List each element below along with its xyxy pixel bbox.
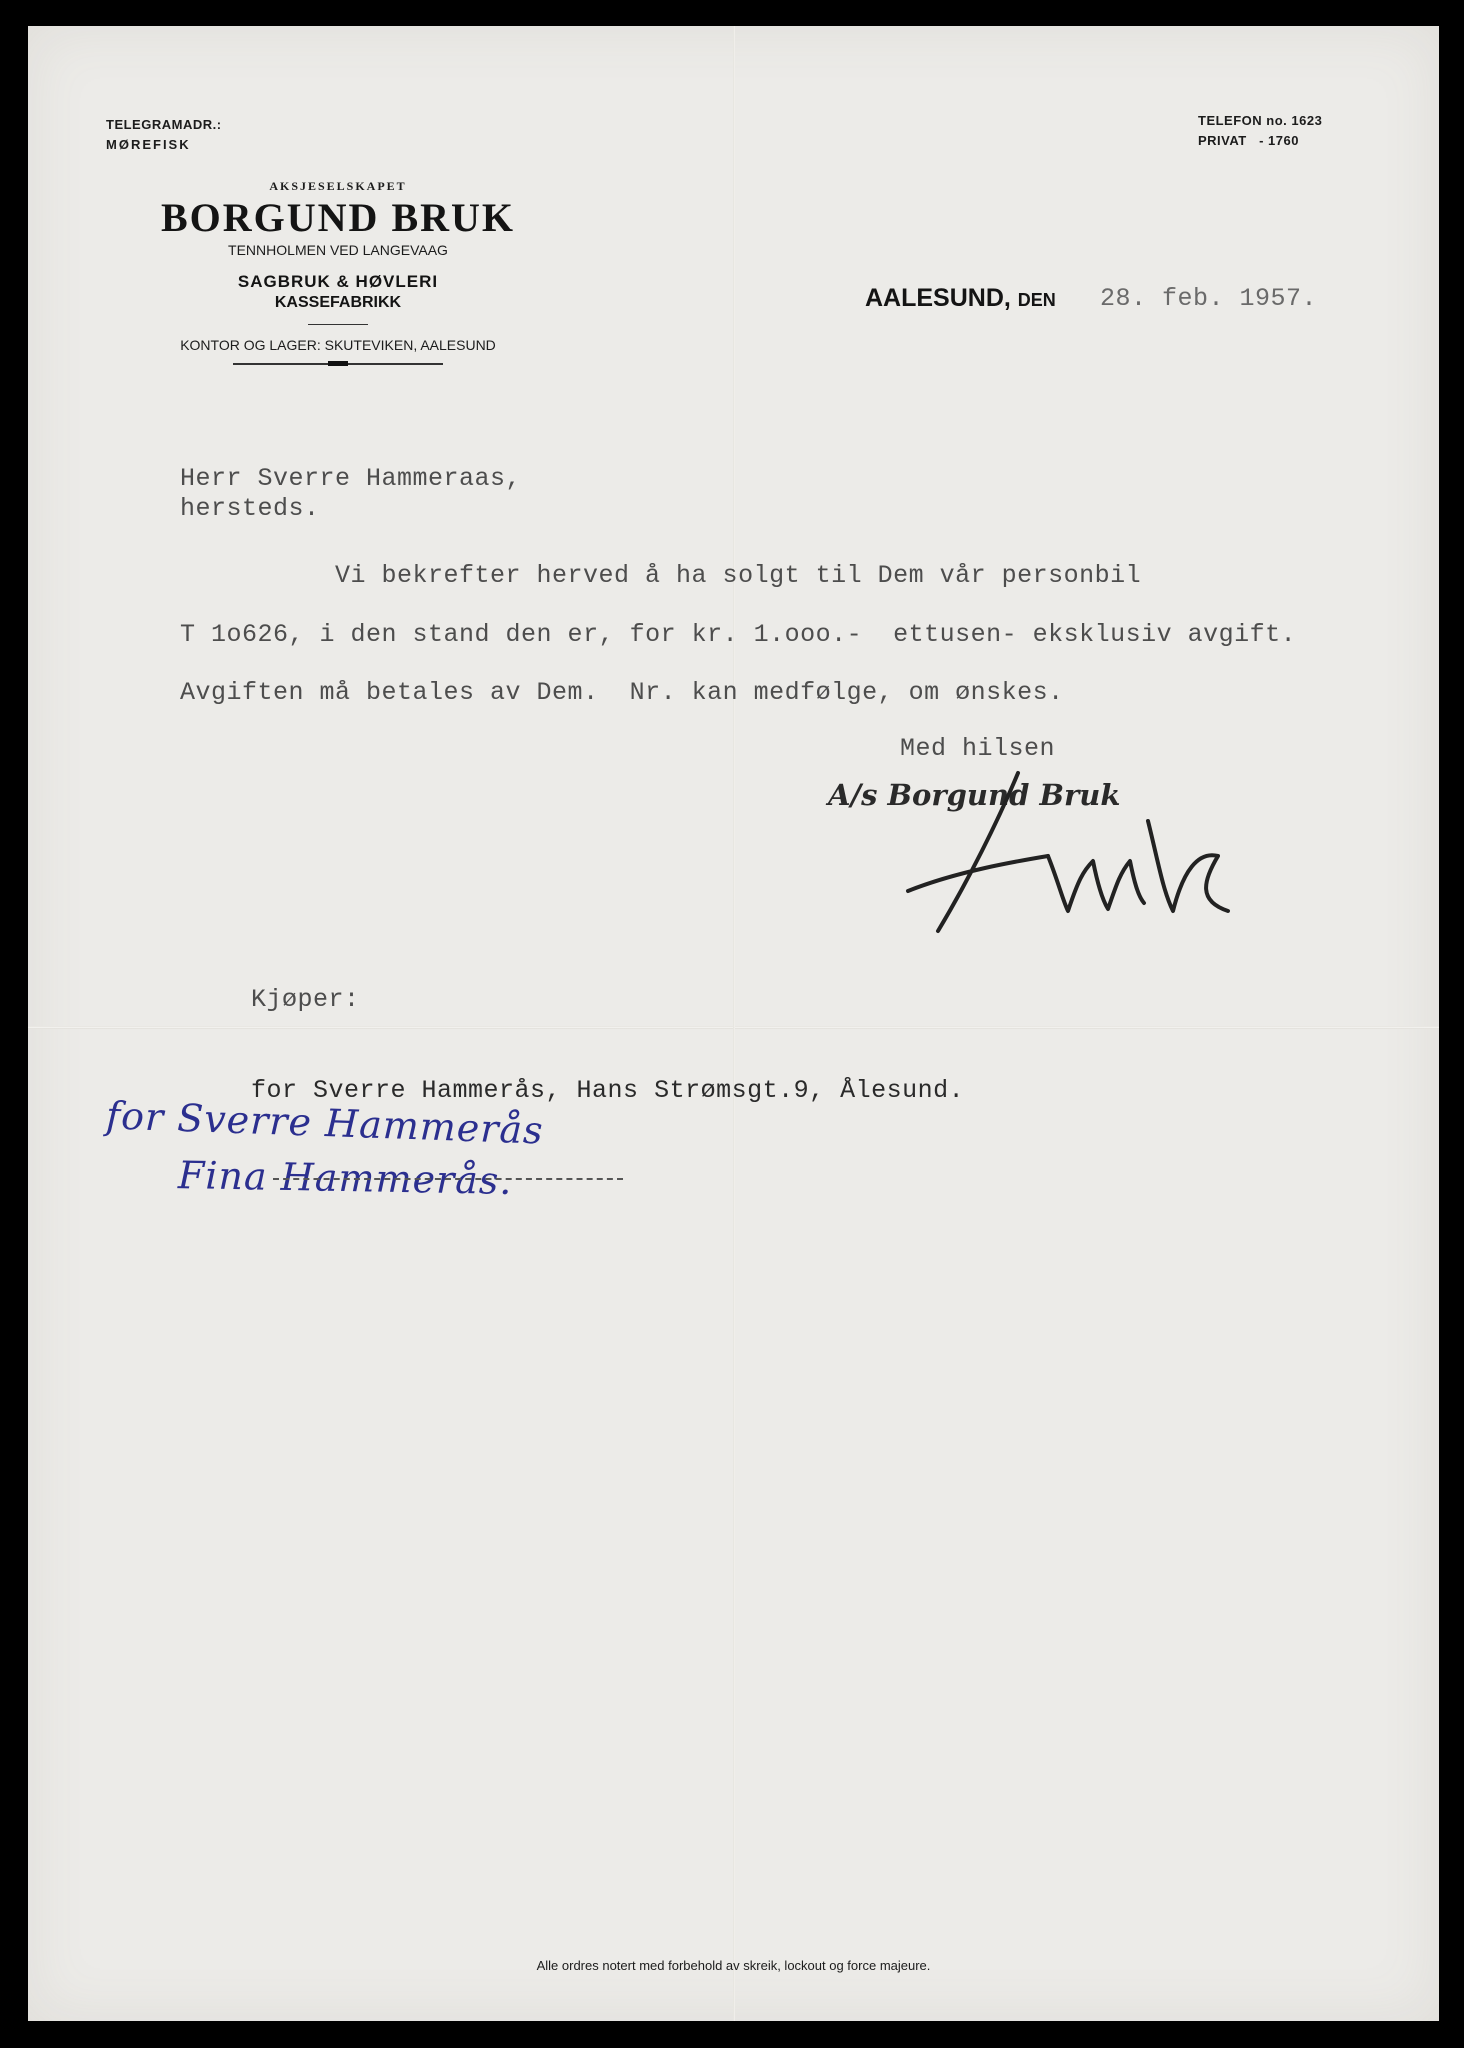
letter-paper — [28, 26, 1439, 2021]
company-stamp: A/s Borgund Bruk — [828, 778, 1121, 812]
body-line-1: Vi bekrefter herved å ha solgt til Dem vår personbil — [335, 561, 1142, 590]
telegram-label: TELEGRAMADR.: — [106, 117, 222, 132]
business-line-1: SAGBRUK & HØVLERI — [237, 272, 439, 291]
buyer-line: for Sverre Hammerås, Hans Strømsgt.9, Ålesund. — [251, 1076, 965, 1105]
office-line: KONTOR OG LAGER: SKUTEVIKEN, AALESUND — [180, 337, 496, 353]
phone-line: TELEFON no. 1623 — [1198, 113, 1323, 128]
buyer-label: Kjøper: — [251, 985, 360, 1014]
header-rule — [233, 363, 443, 365]
footer-disclaimer: Alle ordres notert med forbehold av skreik, lockout og force majeure. — [536, 1958, 931, 1973]
date-place-name: AALESUND, — [865, 284, 1011, 312]
signature-dotted-line — [273, 1178, 623, 1180]
date-den: DEN — [1017, 290, 1056, 310]
closing-greeting: Med hilsen — [900, 734, 1056, 763]
date-place — [865, 284, 1056, 313]
body-line-3: Avgiften må betales av Dem. Nr. kan medfølge, om ønskes. — [180, 678, 1064, 707]
header-divider — [308, 324, 368, 325]
company-prefix: AKSJESELSKAPET — [269, 179, 407, 193]
letter-date: 28. feb. 1957. — [1100, 284, 1318, 313]
business-line-2: KASSEFABRIKK — [274, 294, 402, 311]
company-block — [128, 179, 548, 365]
recipient-place: hersteds. — [180, 494, 320, 523]
recipient-name: Herr Sverre Hammeraas, — [180, 464, 522, 493]
paper-fold-vertical — [733, 26, 735, 2021]
body-line-2: T 1o626, i den stand den er, for kr. 1.ooo.- ettusen- eksklusiv avgift. — [180, 620, 1297, 649]
handwritten-signature-2: Fina Hammerås. — [177, 1153, 513, 1203]
company-location: TENNHOLMEN VED LANGEVAAG — [228, 242, 448, 258]
signature-image — [898, 761, 1258, 941]
handwritten-signature-1: for Sverre Hammerås — [105, 1093, 545, 1153]
company-name: BORGUND BRUK — [160, 195, 516, 240]
telegram-value: MØREFISK — [106, 137, 191, 152]
private-phone-line: PRIVAT - 1760 — [1198, 133, 1299, 148]
